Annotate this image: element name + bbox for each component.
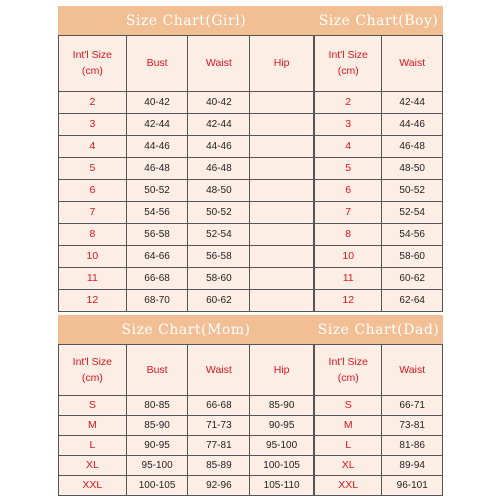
- size-cell: 3: [59, 113, 127, 135]
- size-cell: 10: [59, 245, 127, 267]
- measure-cell: [250, 113, 314, 135]
- table-row: [59, 475, 314, 495]
- header-intl-size: [59, 345, 127, 396]
- header-size-label: Int'l Size: [328, 355, 368, 368]
- measure-cell: [250, 179, 314, 201]
- header-bust: Bust: [126, 345, 188, 396]
- boy-size-table: [314, 35, 443, 312]
- dad-chart-title: Size Chart(Dad): [314, 315, 443, 344]
- measure-cell: 44-46: [126, 135, 188, 157]
- size-cell: XL: [315, 455, 382, 475]
- table-row: [59, 201, 314, 223]
- measure-cell: 68-70: [126, 289, 188, 311]
- header-intl-size: [59, 36, 127, 92]
- header-waist: Waist: [188, 36, 250, 92]
- measure-cell: 96-101: [382, 475, 443, 495]
- size-cell: 7: [59, 201, 127, 223]
- measure-cell: [250, 289, 314, 311]
- measure-cell: 95-100: [250, 435, 314, 455]
- size-cell: S: [59, 395, 127, 415]
- size-cell: 2: [59, 91, 127, 113]
- table-row: [59, 223, 314, 245]
- dad-size-table: [314, 344, 443, 496]
- table-row: [315, 157, 443, 179]
- table-row: [59, 179, 314, 201]
- table-row: [59, 113, 314, 135]
- table-row: [315, 91, 443, 113]
- measure-cell: [250, 157, 314, 179]
- measure-cell: 60-62: [382, 267, 443, 289]
- measure-cell: 90-95: [250, 415, 314, 435]
- measure-cell: 62-64: [382, 289, 443, 311]
- measure-cell: 105-110: [250, 475, 314, 495]
- boy-size-chart: [314, 6, 443, 312]
- measure-cell: 64-66: [126, 245, 188, 267]
- measure-cell: 58-60: [382, 245, 443, 267]
- girl-chart-title: Size Chart(Girl): [58, 6, 314, 35]
- table-row: [59, 415, 314, 435]
- measure-cell: 40-42: [188, 91, 250, 113]
- table-row: [315, 455, 443, 475]
- measure-cell: 42-44: [126, 113, 188, 135]
- measure-cell: [250, 201, 314, 223]
- size-cell: XXL: [315, 475, 382, 495]
- measure-cell: 56-58: [126, 223, 188, 245]
- table-row: [315, 223, 443, 245]
- size-cell: 10: [315, 245, 382, 267]
- dad-header-row: [315, 345, 443, 396]
- measure-cell: 71-73: [188, 415, 250, 435]
- table-row: [59, 245, 314, 267]
- measure-cell: 44-46: [382, 113, 443, 135]
- measure-cell: 42-44: [382, 91, 443, 113]
- measure-cell: 73-81: [382, 415, 443, 435]
- header-unit-label: (cm): [81, 65, 103, 78]
- size-cell: 5: [315, 157, 382, 179]
- boy-header-row: [315, 36, 443, 92]
- measure-cell: 42-44: [188, 113, 250, 135]
- header-waist: Waist: [382, 36, 443, 92]
- table-row: [315, 201, 443, 223]
- table-row: [315, 267, 443, 289]
- dad-table-body: [315, 345, 443, 496]
- measure-cell: 66-68: [188, 395, 250, 415]
- boy-chart-title: Size Chart(Boy): [314, 6, 443, 35]
- table-row: [59, 135, 314, 157]
- header-waist: Waist: [188, 345, 250, 396]
- measure-cell: 50-52: [126, 179, 188, 201]
- measure-cell: [250, 91, 314, 113]
- measure-cell: 90-95: [126, 435, 188, 455]
- table-row: [59, 157, 314, 179]
- table-row: [59, 455, 314, 475]
- measure-cell: 60-62: [188, 289, 250, 311]
- mom-chart-title: Size Chart(Mom): [58, 315, 314, 344]
- header-hip: Hip: [250, 36, 314, 92]
- size-cell: L: [59, 435, 127, 455]
- measure-cell: 44-46: [188, 135, 250, 157]
- mom-header-row: [59, 345, 314, 396]
- header-intl-size: [315, 345, 382, 396]
- measure-cell: 52-54: [188, 223, 250, 245]
- header-intl-size: [315, 36, 382, 92]
- measure-cell: 85-89: [188, 455, 250, 475]
- measure-cell: 95-100: [126, 455, 188, 475]
- mom-table-body: [59, 345, 314, 496]
- size-cell: 8: [315, 223, 382, 245]
- header-size-label: Int'l Size: [72, 49, 113, 62]
- size-cell: 12: [59, 289, 127, 311]
- mom-size-chart: [58, 315, 314, 496]
- size-cell: XXL: [59, 475, 127, 495]
- size-cell: 4: [59, 135, 127, 157]
- measure-cell: 56-58: [188, 245, 250, 267]
- table-row: [59, 395, 314, 415]
- measure-cell: [250, 267, 314, 289]
- measure-cell: 58-60: [188, 267, 250, 289]
- size-cell: S: [315, 395, 382, 415]
- measure-cell: 46-48: [188, 157, 250, 179]
- header-waist: Waist: [382, 345, 443, 396]
- dad-size-chart: [314, 315, 443, 496]
- measure-cell: 85-90: [250, 395, 314, 415]
- header-unit-label: (cm): [337, 371, 359, 384]
- measure-cell: 100-105: [126, 475, 188, 495]
- girl-size-chart: [58, 6, 314, 312]
- table-row: [315, 135, 443, 157]
- size-cell: 11: [315, 267, 382, 289]
- table-row: [315, 475, 443, 495]
- measure-cell: 80-85: [126, 395, 188, 415]
- size-cell: 11: [59, 267, 127, 289]
- measure-cell: 52-54: [382, 201, 443, 223]
- size-cell: 5: [59, 157, 127, 179]
- table-row: [59, 435, 314, 455]
- measure-cell: 77-81: [188, 435, 250, 455]
- measure-cell: 66-71: [382, 395, 443, 415]
- size-cell: 6: [59, 179, 127, 201]
- measure-cell: 100-105: [250, 455, 314, 475]
- header-hip: Hip: [250, 345, 314, 396]
- measure-cell: [250, 223, 314, 245]
- measure-cell: 89-94: [382, 455, 443, 475]
- size-cell: XL: [59, 455, 127, 475]
- size-cell: 4: [315, 135, 382, 157]
- measure-cell: 92-96: [188, 475, 250, 495]
- size-cell: M: [315, 415, 382, 435]
- table-row: [315, 289, 443, 311]
- size-cell: 2: [315, 91, 382, 113]
- size-cell: 3: [315, 113, 382, 135]
- measure-cell: 40-42: [126, 91, 188, 113]
- header-unit-label: (cm): [337, 65, 359, 78]
- header-bust: Bust: [126, 36, 188, 92]
- size-cell: 7: [315, 201, 382, 223]
- table-row: [315, 395, 443, 415]
- table-row: [59, 267, 314, 289]
- measure-cell: 48-50: [382, 157, 443, 179]
- measure-cell: 85-90: [126, 415, 188, 435]
- measure-cell: [250, 245, 314, 267]
- measure-cell: 81-86: [382, 435, 443, 455]
- boy-table-body: [315, 36, 443, 312]
- size-cell: M: [59, 415, 127, 435]
- measure-cell: [250, 135, 314, 157]
- measure-cell: 54-56: [126, 201, 188, 223]
- measure-cell: 46-48: [382, 135, 443, 157]
- header-size-label: Int'l Size: [328, 49, 368, 62]
- header-size-label: Int'l Size: [72, 355, 113, 368]
- table-row: [315, 415, 443, 435]
- table-row: [315, 179, 443, 201]
- girl-header-row: [59, 36, 314, 92]
- measure-cell: 48-50: [188, 179, 250, 201]
- measure-cell: 50-52: [188, 201, 250, 223]
- table-row: [315, 113, 443, 135]
- size-cell: 12: [315, 289, 382, 311]
- size-cell: L: [315, 435, 382, 455]
- measure-cell: 66-68: [126, 267, 188, 289]
- table-row: [315, 245, 443, 267]
- table-row: [59, 91, 314, 113]
- measure-cell: 46-48: [126, 157, 188, 179]
- girl-table-body: [59, 36, 314, 312]
- girl-size-table: [58, 35, 314, 312]
- size-cell: 6: [315, 179, 382, 201]
- table-row: [315, 435, 443, 455]
- measure-cell: 54-56: [382, 223, 443, 245]
- size-cell: 8: [59, 223, 127, 245]
- header-unit-label: (cm): [81, 371, 103, 384]
- mom-size-table: [58, 344, 314, 496]
- measure-cell: 50-52: [382, 179, 443, 201]
- table-row: [59, 289, 314, 311]
